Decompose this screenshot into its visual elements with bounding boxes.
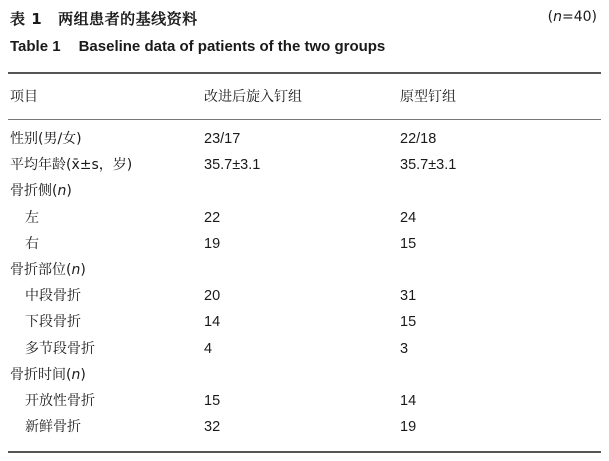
original-group-value: 19 — [400, 419, 417, 436]
table-title-chinese — [10, 8, 198, 29]
improved-group-value: 35.7±3.1 — [204, 157, 261, 174]
improved-group-value: 15 — [204, 392, 221, 409]
table-header-rule — [8, 119, 601, 120]
original-group-value: 24 — [400, 209, 417, 226]
improved-group-value: 22 — [204, 209, 221, 226]
column-header-item: 项目 — [10, 89, 38, 105]
table-top-rule — [8, 72, 601, 74]
original-group-value: 15 — [400, 235, 417, 252]
row-label: 骨折部位(n) — [10, 261, 86, 278]
row-label: 下段骨折 — [25, 314, 81, 331]
table-number-chinese: 表 1 — [10, 10, 43, 28]
row-label: 骨折时间(n) — [10, 366, 86, 383]
table-row — [0, 416, 609, 442]
sample-size-variable: n — [553, 9, 562, 25]
table-bottom-rule — [8, 451, 601, 453]
table-row — [0, 311, 609, 337]
table-title-chinese-text: 两组患者的基线资料 — [58, 10, 198, 28]
original-group-value: 3 — [400, 340, 409, 357]
table-number-english: Table 1 — [10, 38, 61, 55]
original-group-value: 22/18 — [400, 131, 437, 147]
improved-group-value: 19 — [204, 235, 221, 252]
improved-group-value: 23/17 — [204, 131, 241, 147]
improved-group-value: 14 — [204, 314, 221, 331]
column-header-original-group: 原型钉组 — [400, 89, 456, 105]
row-label: 右 — [25, 235, 39, 252]
original-group-value: 15 — [400, 314, 417, 331]
row-label: 多节段骨折 — [25, 340, 95, 357]
original-group-value: 31 — [400, 288, 417, 305]
row-label: 平均年龄(x̄±s，岁) — [10, 157, 133, 174]
table-header-row — [0, 86, 609, 110]
improved-group-value: 4 — [204, 340, 213, 357]
row-label: 左 — [25, 209, 39, 226]
table-row — [0, 154, 609, 180]
original-group-value: 35.7±3.1 — [400, 157, 457, 174]
table-row — [0, 233, 609, 259]
table-row — [0, 285, 609, 311]
improved-group-value: 32 — [204, 419, 221, 436]
row-label: 性别(男/女) — [10, 131, 82, 147]
table-row — [0, 390, 609, 416]
table-title-english-text: Baseline data of patients of the two groups — [78, 38, 386, 55]
original-group-value: 14 — [400, 392, 417, 409]
table-row — [0, 338, 609, 364]
table-row — [0, 207, 609, 233]
row-label: 中段骨折 — [25, 288, 81, 305]
row-label: 开放性骨折 — [25, 392, 95, 409]
table-row — [0, 128, 609, 154]
column-header-improved-group: 改进后旋入钉组 — [204, 89, 302, 105]
improved-group-value: 20 — [204, 288, 221, 305]
row-label: 骨折侧(n) — [10, 183, 72, 200]
table-row — [0, 180, 609, 206]
table-title-english — [10, 38, 385, 55]
sample-size-label: (n=40) — [547, 9, 597, 25]
table-row — [0, 259, 609, 285]
row-label: 新鲜骨折 — [25, 419, 81, 436]
table-body — [0, 128, 609, 442]
table-row — [0, 364, 609, 390]
